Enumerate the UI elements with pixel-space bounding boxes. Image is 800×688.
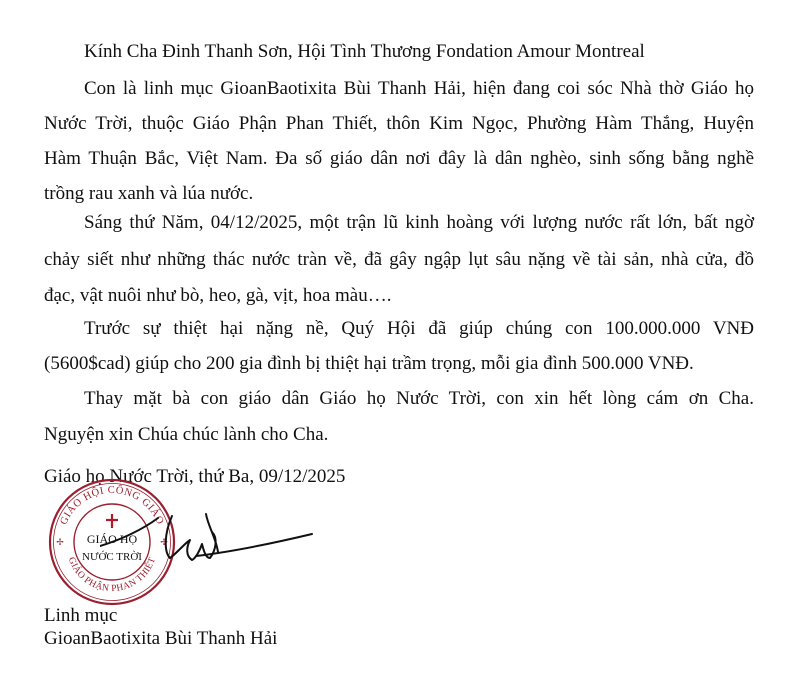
svg-text:GIÁO PHẬN PHAN THIẾT: GIÁO PHẬN PHAN THIẾT [65,555,159,595]
svg-text:GIÁO HỘI CÔNG GIÁO: GIÁO HỘI CÔNG GIÁO [58,484,166,527]
paragraph-3-line-2: (5600$cad) giúp cho 200 gia đình bị thiệt hại trầm trọng, mỗi gia đình 500.000 VNĐ. [44,353,694,374]
paragraph-4-line-1: Thay mặt bà con giáo dân Giáo họ Nước Trời, con xin hết lòng cám ơn Cha. [84,388,754,409]
handwritten-signature [100,508,320,578]
signer-title: Linh mục [44,605,118,626]
signer-name: GioanBaotixita Bùi Thanh Hải [44,628,278,649]
salutation: Kính Cha Đinh Thanh Sơn, Hội Tình Thương Fondation Amour Montreal [84,41,645,62]
paragraph-4-line-2: Nguyện xin Chúa chúc lành cho Cha. [44,424,329,445]
svg-text:GIÁO HỌ: GIÁO HỌ [86,532,138,546]
svg-text:NƯỚC TRỜI: NƯỚC TRỜI [82,551,142,563]
paragraph-2-line-1: Sáng thứ Năm, 04/12/2025, một trận lũ kinh hoàng với lượng nước rất lớn, bất ngờ [84,212,754,233]
paragraph-1-line-2: Nước Trời, thuộc Giáo Phận Phan Thiết, thôn Kim Ngọc, Phường Hàm Thắng, Huyện [44,113,754,134]
paragraph-1-line-3: Hàm Thuận Bắc, Việt Nam. Đa số giáo dân nơi đây là dân nghèo, sinh sống bằng nghề [44,148,754,169]
paragraph-2-line-2: chảy siết như những thác nước tràn về, đã gây ngập lụt sâu nặng về tài sản, nhà cửa, đồ [44,249,754,270]
paragraph-3-line-1: Trước sự thiệt hại nặng nề, Quý Hội đã giúp chúng con 100.000.000 VNĐ [84,318,754,339]
paragraph-1-line-4: trồng rau xanh và lúa nước. [44,183,254,204]
svg-text:✢: ✢ [160,538,168,548]
place-date: Giáo họ Nước Trời, thứ Ba, 09/12/2025 [44,466,346,487]
paragraph-1-line-1: Con là linh mục GioanBaotixita Bùi Thanh Hải, hiện đang coi sóc Nhà thờ Giáo họ [84,78,754,99]
paragraph-2-line-3: đạc, vật nuôi như bò, heo, gà, vịt, hoa màu…. [44,285,392,306]
svg-text:✢: ✢ [56,538,64,548]
